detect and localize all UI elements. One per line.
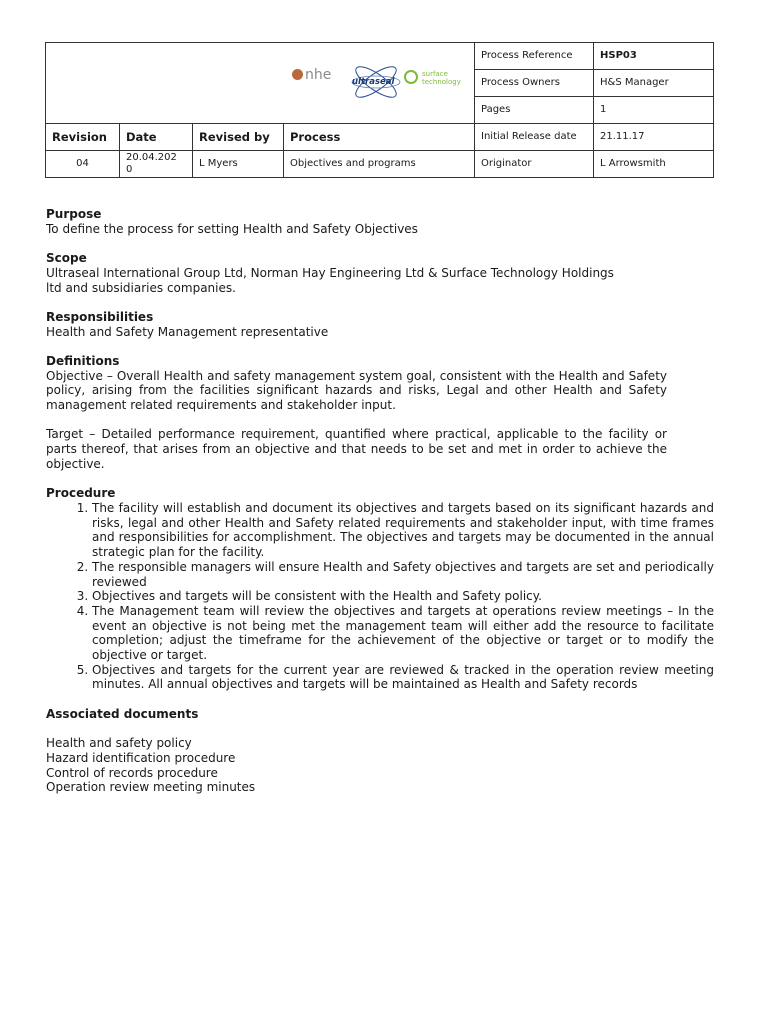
initial-release-label: Initial Release date (475, 124, 594, 151)
pages-label: Pages (475, 97, 594, 124)
logo-cell (46, 43, 475, 124)
definition-objective: Objective – Overall Health and safety management system goal, consistent with the Health and Safety policy, arising from the facilities significant hazards and risks, Legal and other Health and Safety management related requirements and stakeholder input. (46, 368, 667, 413)
procedure-item: 4. The Management team will review the objectives and targets at operations review meetings – In the event an objective is not being met the management team will either add the resource to facilitate completion; adjust the timeframe for the achievement of the objective or target or to modify the objective or target. (92, 604, 714, 663)
originator-value: L Arrowsmith (594, 151, 714, 178)
purpose-text: To define the process for setting Health and Safety Objectives (46, 221, 418, 236)
associated-document-item: Operation review meeting minutes (46, 780, 256, 795)
originator-label: Originator (475, 151, 594, 178)
revised-by-header: Revised by (193, 124, 284, 151)
associated-document-item: Control of records procedure (46, 765, 218, 780)
procedure-item: 2. The responsible managers will ensure Health and Safety objectives and targets are set and periodically reviewed (92, 560, 714, 589)
pages-value: 1 (594, 97, 714, 124)
procedure-item: 5. Objectives and targets for the current year are reviewed & tracked in the operation review meeting minutes. All annual objectives and targets will be maintained as Health and Safety records (92, 663, 714, 692)
date-header: Date (120, 124, 193, 151)
date-value: 20.04.202 0 (120, 151, 193, 178)
process-header: Process (284, 124, 475, 151)
procedure-list (46, 501, 714, 692)
procedure-item: 3. Objectives and targets will be consistent with the Health and Safety policy. (92, 589, 714, 604)
process-value: Objectives and programs (284, 151, 475, 178)
process-owners-label: Process Owners (475, 70, 594, 97)
purpose-heading: Purpose (46, 207, 102, 221)
responsibilities-heading: Responsibilities (46, 309, 154, 324)
process-reference-label: Process Reference (475, 43, 594, 70)
definitions-heading: Definitions (46, 353, 120, 368)
initial-release-value: 21.11.17 (594, 124, 714, 151)
associated-document-item: Health and safety policy (46, 736, 192, 751)
responsibilities-text: Health and Safety Management representative (46, 324, 329, 339)
revised-by-value: L Myers (193, 151, 284, 178)
associated-documents-heading: Associated documents (46, 706, 199, 721)
process-reference-value: HSP03 (594, 43, 714, 70)
revision-header: Revision (46, 124, 120, 151)
process-owners-value: H&S Manager (594, 70, 714, 97)
scope-text-line2: ltd and subsidiaries companies. (46, 280, 236, 295)
associated-document-item: Hazard identification procedure (46, 750, 236, 765)
procedure-item: 1. The facility will establish and document its objectives and targets based on its significant hazards and risks, legal and other Health and Safety related requirements and stakeholder input, with time frames and responsibilities for accomplishment. The objectives and targets may be documented in the annual strategic plan for the facility. (92, 501, 714, 560)
revision-value: 04 (46, 151, 120, 178)
document-body (46, 207, 714, 795)
company-logos: nhe ultraseal surface technology (292, 57, 462, 107)
scope-heading: Scope (46, 251, 87, 266)
definition-target: Target – Detailed performance requirement, quantified where practical, applicable to the facility or parts thereof, that arises from an objective and that needs to be set and met in order to achieve the objective. (46, 427, 667, 471)
scope-text-line1: Ultraseal International Group Ltd, Norman Hay Engineering Ltd & Surface Technology Holdings (46, 265, 614, 280)
document-header-table (45, 42, 714, 178)
procedure-heading: Procedure (46, 486, 116, 501)
nhe-logo: nhe (292, 69, 331, 81)
ultraseal-logo-text: ultraseal (352, 77, 395, 87)
